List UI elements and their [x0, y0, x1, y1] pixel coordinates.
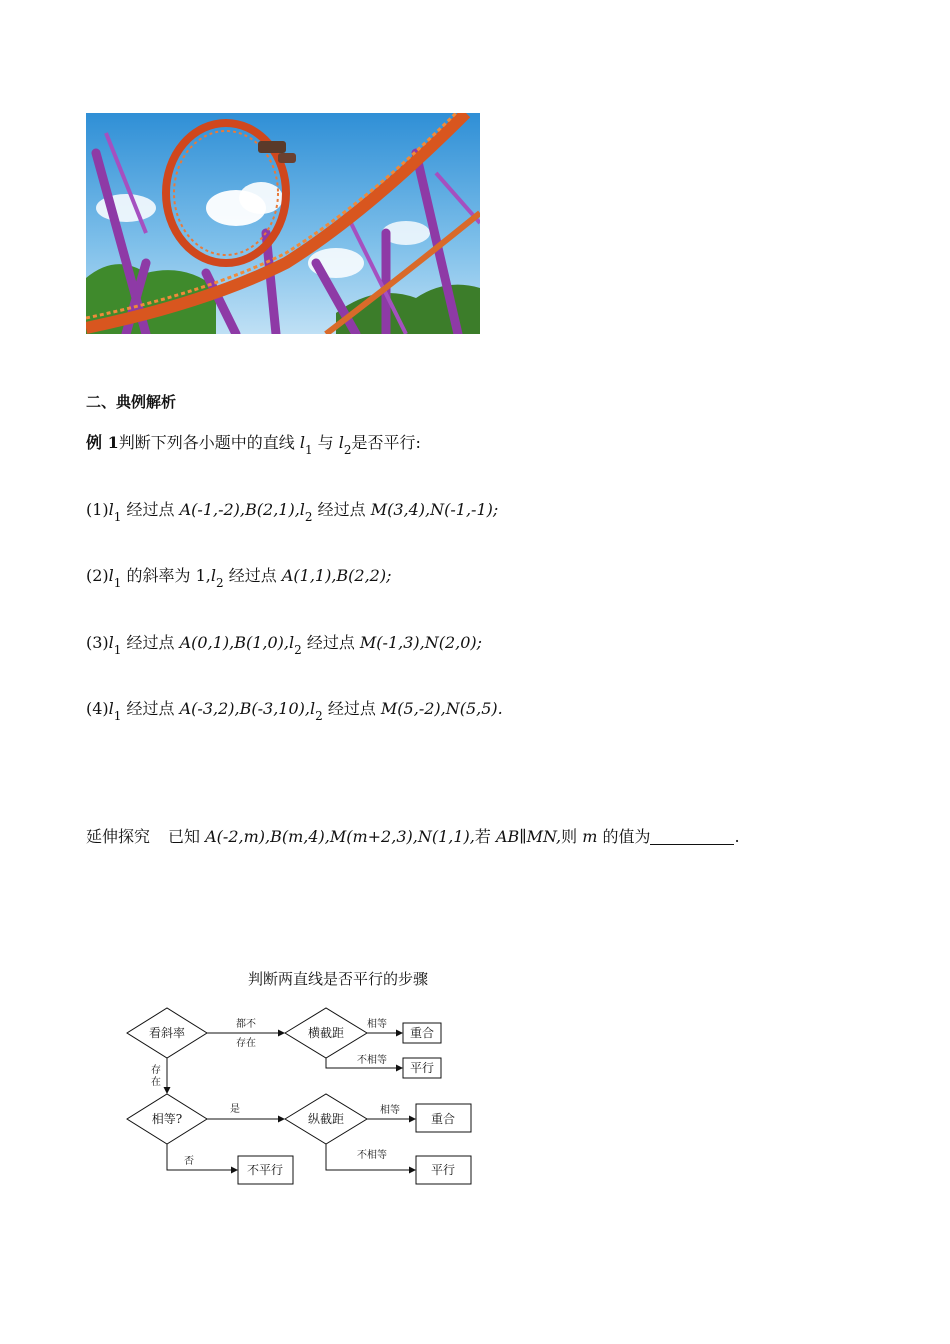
- example1-item-3: [86, 631, 482, 655]
- extension-text: 则: [561, 827, 583, 846]
- line-l2: l: [338, 433, 344, 452]
- extension-question: [86, 825, 740, 849]
- extension-text: 的值为: [597, 827, 651, 846]
- item-text: 经过点: [121, 633, 180, 652]
- example1-item-4: [86, 697, 503, 721]
- example1-label: 例 1: [86, 433, 119, 452]
- item-points-l2: A(1,1),B(2,2);: [281, 566, 392, 585]
- edge-label-equal-bottom: 相等: [380, 1105, 400, 1116]
- line-l2: l: [288, 633, 295, 652]
- edge-label-no: 否: [184, 1156, 194, 1167]
- item-text: 经过点: [121, 500, 180, 519]
- line-l1: l: [108, 566, 114, 585]
- item-points-l1: A(-1,-2),B(2,1),: [179, 500, 300, 519]
- example1-intro: [86, 431, 421, 455]
- line-l2-subscript: 2: [216, 576, 224, 590]
- item-text: 的斜率为 1,: [121, 566, 211, 585]
- label-y-intercept: 纵截距: [307, 1112, 345, 1126]
- intro-text-mid: 与: [312, 433, 339, 452]
- item-points-l2: M(3,4),N(-1,-1);: [370, 500, 499, 519]
- line-l2: l: [309, 699, 316, 718]
- line-l2: l: [210, 566, 217, 585]
- line-l1: l: [108, 500, 114, 519]
- intro-text-a: 判断下列各小题中的直线: [118, 433, 300, 452]
- line-l2-subscript: 2: [294, 643, 302, 657]
- line-l1-subscript: 1: [113, 510, 122, 524]
- label-parallel-bottom: 平行: [430, 1163, 456, 1177]
- extension-label: 延伸探究: [86, 827, 151, 846]
- item-points-l1: A(0,1),B(1,0),: [179, 633, 289, 652]
- example1-item-1: [86, 498, 498, 522]
- item-number: (4): [86, 699, 109, 718]
- edge-label-equal-top: 相等: [367, 1019, 387, 1030]
- intro-text-b: 是否平行:: [351, 433, 421, 452]
- item-number: (1): [86, 500, 109, 519]
- item-text: 经过点: [121, 699, 180, 718]
- line-l1-subscript: 1: [113, 709, 122, 723]
- item-number: (3): [86, 633, 109, 652]
- item-points-l2: M(5,-2),N(5,5).: [380, 699, 503, 718]
- line-l1: l: [299, 433, 305, 452]
- extension-points: A(-2,m),B(m,4),M(m+2,3),N(1,1),: [205, 827, 475, 846]
- edge-label-yes: 是: [230, 1104, 240, 1115]
- section-title: 二、典例解析: [86, 393, 177, 411]
- edge-label-exist-1: 存: [151, 1065, 161, 1076]
- extension-text: 已知: [168, 827, 206, 846]
- edge-label-not-equal-bottom: 不相等: [357, 1150, 387, 1161]
- line-l2-subscript: 2: [315, 709, 323, 723]
- answer-blank[interactable]: [650, 828, 734, 845]
- line-l1-subscript: 1: [113, 643, 122, 657]
- edge-label-both-not: 都不: [236, 1019, 256, 1030]
- item-points-l2: M(-1,3),N(2,0);: [359, 633, 483, 652]
- edge-no: [167, 1144, 237, 1170]
- label-x-intercept: 横截距: [307, 1026, 345, 1040]
- label-equal-question: 相等?: [151, 1112, 183, 1126]
- item-text: 经过点: [301, 633, 360, 652]
- line-l2: l: [299, 500, 305, 519]
- line-l1: l: [108, 633, 114, 652]
- item-text: 经过点: [322, 699, 381, 718]
- item-number: (2): [86, 566, 109, 585]
- edge-label-exist: 存在: [236, 1038, 256, 1049]
- edge-label-exist-2: 在: [151, 1077, 161, 1088]
- label-check-slope: 看斜率: [148, 1026, 186, 1040]
- line-l1-subscript: 1: [113, 576, 122, 590]
- extension-variable: m: [582, 827, 598, 846]
- line-l2-subscript: 2: [343, 443, 352, 457]
- item-text: 经过点: [312, 500, 371, 519]
- roller-coaster-photo: [86, 113, 480, 334]
- label-coincide-top: 重合: [409, 1026, 435, 1040]
- label-parallel-top: 平行: [409, 1061, 435, 1075]
- line-l1-subscript: 1: [304, 443, 313, 457]
- flowchart-title: 判断两直线是否平行的步骤: [247, 970, 429, 988]
- extension-text: 若: [474, 827, 496, 846]
- label-not-parallel: 不平行: [246, 1163, 284, 1177]
- edge-label-not-equal-top: 不相等: [357, 1055, 387, 1066]
- item-text: 经过点: [223, 566, 282, 585]
- flowchart: [100, 965, 500, 1195]
- line-l2-subscript: 2: [304, 510, 313, 524]
- line-l1: l: [108, 699, 114, 718]
- extension-condition: AB∥MN,: [495, 827, 562, 846]
- label-coincide-bottom: 重合: [430, 1112, 456, 1126]
- example1-item-2: [86, 564, 392, 588]
- extension-end: .: [734, 827, 740, 846]
- item-points-l1: A(-3,2),B(-3,10),: [179, 699, 310, 718]
